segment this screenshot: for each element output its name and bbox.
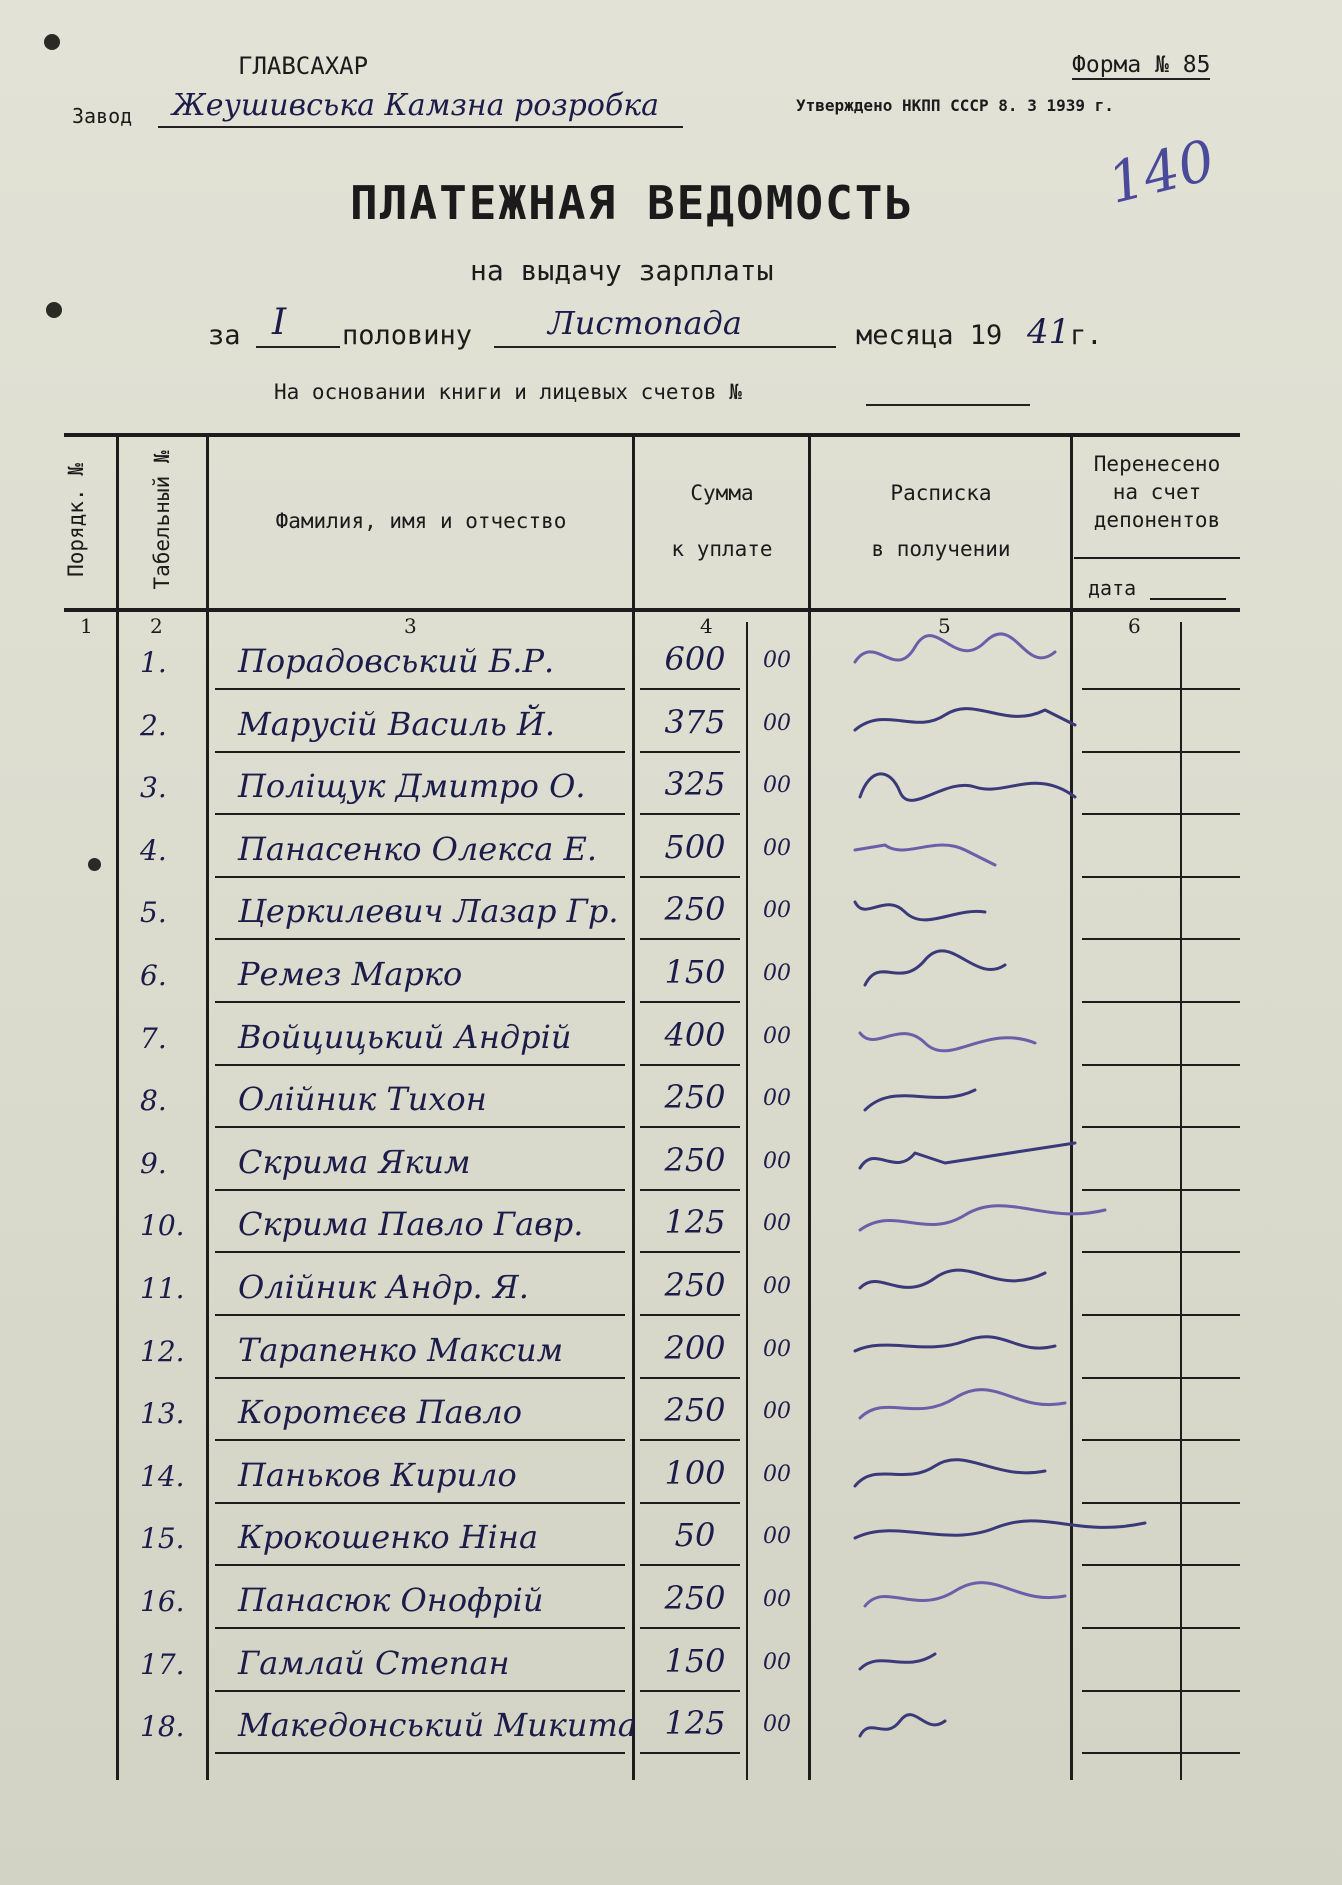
receipt-signature [820, 1634, 1190, 1690]
col-sum-1: Сумма [690, 481, 754, 505]
col-sum-2: к уплате [671, 537, 773, 561]
table-row [120, 753, 1240, 815]
employee-name: Марусій Василь Й. [238, 704, 555, 743]
table-row [120, 1254, 1240, 1316]
employee-name: Скрима Павло Гавр. [238, 1205, 584, 1244]
col-order-no: Порядк. № [64, 463, 88, 577]
row-number: 3. [140, 771, 167, 805]
employee-name: Поліщук Дмитро О. [238, 767, 586, 806]
row-rule [640, 1064, 740, 1066]
col-rule [116, 435, 119, 1780]
corner-note: 140 [1101, 128, 1222, 217]
row-number: 14. [140, 1459, 185, 1493]
table-row [120, 941, 1240, 1003]
table-row [120, 816, 1240, 878]
period-month-label: месяца 19 [856, 320, 1003, 351]
row-rule [1082, 813, 1240, 815]
employee-name: Войцицький Андрій [238, 1017, 572, 1056]
amount-rubles: 250 [664, 1391, 726, 1430]
row-number: 13. [140, 1397, 185, 1431]
period-prefix: за [208, 320, 241, 351]
receipt-signature [820, 820, 1190, 876]
receipt-signature [820, 1571, 1190, 1627]
row-rule [215, 1126, 625, 1128]
receipt-signature [820, 1133, 1190, 1189]
amount-rubles: 250 [664, 1078, 726, 1117]
amount-kopecks: 00 [763, 1524, 791, 1550]
amount-kopecks: 00 [763, 898, 791, 924]
amount-kopecks: 00 [763, 773, 791, 799]
period-month: Листопада [548, 304, 742, 342]
row-rule [640, 1564, 740, 1566]
approval-note: Утверждено НКПП СССР 8. 3 1939 г. [796, 96, 1114, 115]
row-rule [640, 1126, 740, 1128]
period-suffix: г. [1070, 320, 1103, 351]
amount-kopecks: 00 [763, 1399, 791, 1425]
row-rule [215, 813, 625, 815]
amount-kopecks: 00 [763, 1023, 791, 1049]
amount-rubles: 600 [664, 640, 726, 678]
receipt-signature [820, 1258, 1190, 1314]
receipt-signature [820, 632, 1190, 688]
employee-name: Паньков Кирило [238, 1455, 517, 1494]
table-row [120, 1066, 1240, 1128]
plant-line [158, 126, 683, 128]
table-row [120, 691, 1240, 753]
row-number: 2. [140, 708, 167, 742]
table-row [120, 1004, 1240, 1066]
form-number: Форма № 85 [1072, 52, 1211, 78]
row-rule [640, 938, 740, 940]
document-title: ПЛАТЕЖНАЯ ВЕДОМОСТЬ [350, 176, 915, 230]
col-number: 4 [700, 614, 713, 638]
document-subtitle: на выдачу зарплаты [470, 254, 774, 287]
table-row [120, 1129, 1240, 1191]
row-rule [1082, 1377, 1240, 1379]
row-rule [215, 1502, 625, 1504]
employee-name: Порадовський Б.Р. [238, 642, 555, 680]
row-number: 9. [140, 1146, 167, 1180]
employee-name: Гамлай Степан [238, 1643, 510, 1682]
receipt-signature [820, 1508, 1190, 1564]
employee-name: Крокошенко Ніна [238, 1518, 539, 1557]
table-row [120, 1191, 1240, 1253]
row-rule [1082, 1502, 1240, 1504]
plant-value: Жеушивська Камзна розробка [172, 88, 660, 123]
row-rule [1082, 1001, 1240, 1003]
row-rule [215, 1439, 625, 1441]
receipt-signature [820, 1070, 1190, 1126]
table-row [120, 1567, 1240, 1629]
employee-name: Олійник Тихон [238, 1080, 487, 1119]
row-number: 12. [140, 1334, 185, 1368]
punch-hole [44, 34, 60, 50]
table-row [120, 1442, 1240, 1504]
row-rule [1082, 1752, 1240, 1754]
amount-rubles: 375 [664, 702, 726, 741]
amount-rubles: 250 [664, 1579, 726, 1617]
employee-name: Олійник Андр. Я. [238, 1268, 529, 1306]
amount-kopecks: 00 [763, 648, 791, 673]
employee-name: Тарапенко Максим [238, 1330, 564, 1369]
row-number: 6. [140, 959, 167, 992]
row-rule [1082, 1439, 1240, 1441]
row-number: 7. [140, 1021, 167, 1055]
receipt-signature [820, 1008, 1190, 1064]
amount-rubles: 250 [664, 890, 726, 929]
row-rule [215, 1189, 625, 1191]
amount-kopecks: 00 [763, 1461, 791, 1487]
row-rule [1082, 876, 1240, 878]
amount-rubles: 250 [664, 1140, 726, 1179]
receipt-signature [820, 882, 1190, 938]
col-number: 2 [150, 614, 163, 638]
receipt-signature [820, 1321, 1190, 1377]
col-number: 3 [404, 614, 417, 638]
period-half-label: половину [342, 320, 473, 351]
row-number: 10. [140, 1209, 185, 1243]
row-rule [1082, 1690, 1240, 1692]
punch-hole [88, 858, 101, 871]
receipt-signature [820, 1195, 1190, 1251]
row-rule [1082, 1564, 1240, 1566]
row-rule [215, 1752, 625, 1754]
row-rule [215, 1627, 625, 1629]
amount-kopecks: 00 [763, 835, 791, 861]
table-row [120, 1630, 1240, 1692]
receipt-signature [820, 757, 1190, 813]
row-number: 4. [140, 833, 167, 867]
employee-name: Панасюк Онофрій [238, 1581, 544, 1619]
amount-rubles: 325 [664, 765, 726, 804]
amount-kopecks: 00 [763, 1649, 791, 1675]
plant-label: Завод [72, 104, 133, 128]
table-row [120, 628, 1240, 690]
row-rule [215, 1377, 625, 1379]
row-rule [640, 1189, 740, 1191]
col-deposit-2: на счет [1112, 480, 1202, 504]
table-row [120, 1379, 1240, 1441]
amount-rubles: 250 [664, 1266, 726, 1304]
row-number: 11. [140, 1272, 185, 1305]
row-rule [640, 1001, 740, 1003]
employee-name: Македонський Микита [238, 1706, 637, 1745]
col-tab-no: Табельный № [150, 450, 174, 590]
receipt-signature [820, 945, 1190, 1001]
row-rule [640, 1627, 740, 1629]
amount-kopecks: 00 [763, 1211, 791, 1237]
amount-rubles: 200 [664, 1328, 726, 1367]
col-number: 5 [938, 614, 951, 638]
col-deposit-1: Перенесено [1093, 452, 1221, 476]
amount-kopecks: 00 [763, 1274, 791, 1299]
row-number: 18. [140, 1710, 185, 1744]
amount-kopecks: 00 [763, 961, 791, 986]
half-line [256, 346, 340, 348]
basis-label: На основании книги и лицевых счетов № [274, 380, 742, 404]
org-name: ГЛАВСАХАР [238, 52, 369, 80]
period-year: 41 [1027, 312, 1071, 352]
row-rule [215, 688, 625, 690]
col-number: 1 [80, 614, 93, 638]
col-number: 6 [1128, 614, 1141, 638]
row-rule [640, 1439, 740, 1441]
col-deposit-3: депонентов [1093, 508, 1221, 532]
amount-rubles: 125 [664, 1203, 726, 1242]
row-number: 16. [140, 1585, 185, 1618]
amount-rubles: 500 [664, 827, 726, 866]
amount-rubles: 400 [664, 1015, 726, 1054]
amount-rubles: 100 [664, 1453, 726, 1492]
receipt-signature [820, 1446, 1190, 1502]
row-rule [1082, 1189, 1240, 1191]
table-header-rule [64, 608, 1240, 612]
row-rule [215, 938, 625, 940]
row-rule [640, 1314, 740, 1316]
row-number: 1. [140, 646, 167, 679]
punch-hole [46, 302, 62, 318]
table-row [120, 1317, 1240, 1379]
row-number: 15. [140, 1522, 185, 1556]
row-number: 17. [140, 1647, 185, 1681]
amount-kopecks: 00 [763, 710, 791, 736]
amount-kopecks: 00 [763, 1148, 791, 1174]
table-row [120, 1692, 1240, 1754]
row-rule [1082, 1064, 1240, 1066]
row-number: 8. [140, 1084, 167, 1118]
col-receipt-2: в получении [871, 537, 1011, 561]
employee-name: Панасенко Олекса Е. [238, 829, 597, 868]
amount-rubles: 150 [664, 1641, 726, 1680]
row-rule [215, 1001, 625, 1003]
row-rule [640, 1690, 740, 1692]
row-number: 5. [140, 896, 167, 930]
date-line [1150, 598, 1226, 600]
amount-kopecks: 00 [763, 1086, 791, 1112]
row-rule [640, 1377, 740, 1379]
amount-rubles: 150 [664, 953, 726, 991]
row-rule [640, 1752, 740, 1754]
col-date: дата [1088, 576, 1137, 600]
row-rule [640, 876, 740, 878]
row-rule [215, 1314, 625, 1316]
row-rule [1082, 1627, 1240, 1629]
row-rule [1082, 1314, 1240, 1316]
row-rule [640, 1502, 740, 1504]
employee-name: Церкилевич Лазар Гр. [238, 892, 619, 931]
row-rule [215, 751, 625, 753]
period-half: I [272, 302, 287, 343]
row-rule [1082, 751, 1240, 753]
month-line [494, 346, 836, 348]
row-rule [1082, 1126, 1240, 1128]
row-rule [640, 813, 740, 815]
row-rule [215, 1690, 625, 1692]
col-receipt-1: Расписка [890, 481, 992, 505]
employee-name: Скрима Яким [238, 1142, 471, 1181]
amount-kopecks: 00 [763, 1587, 791, 1612]
table-row [120, 878, 1240, 940]
row-rule [215, 1064, 625, 1066]
row-rule [640, 688, 740, 690]
amount-rubles: 125 [664, 1704, 726, 1743]
row-rule [215, 876, 625, 878]
receipt-signature [820, 1383, 1190, 1439]
col-name: Фамилия, имя и отчество [275, 509, 567, 533]
row-rule [215, 1564, 625, 1566]
amount-kopecks: 00 [763, 1336, 791, 1362]
table-row [120, 1504, 1240, 1566]
deposit-divider [1074, 557, 1240, 559]
row-rule [640, 751, 740, 753]
row-rule [1082, 1251, 1240, 1253]
amount-kopecks: 00 [763, 1712, 791, 1738]
row-rule [1082, 938, 1240, 940]
receipt-signature [820, 695, 1190, 751]
employee-name: Ремез Марко [238, 955, 463, 993]
amount-rubles: 50 [674, 1516, 716, 1555]
row-rule [215, 1251, 625, 1253]
row-rule [640, 1251, 740, 1253]
employee-name: Коротєєв Павло [238, 1393, 523, 1432]
table-top-rule [64, 433, 1240, 437]
row-rule [1082, 688, 1240, 690]
basis-line [866, 404, 1030, 406]
receipt-signature [820, 1696, 1190, 1752]
